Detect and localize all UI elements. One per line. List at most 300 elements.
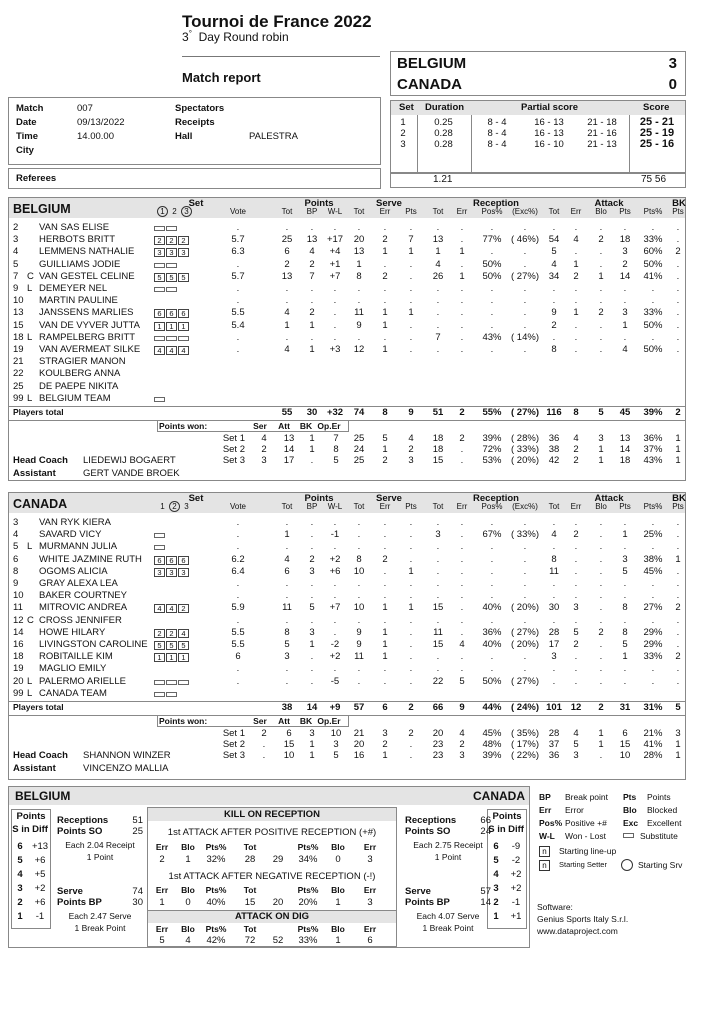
canada-stat-bp: . [310, 578, 314, 589]
canada-won-at: 28 [548, 728, 560, 739]
belgium-stat-ae: 1 [573, 258, 579, 270]
canada-stat-bk: . [676, 663, 680, 675]
belgium-stat-ae: . [574, 344, 578, 355]
belgium-player-no: 21 [13, 356, 24, 368]
set-position-box: 2 [166, 629, 177, 638]
canada-stat-t: . [285, 578, 289, 589]
belgium-stat-sp: . [409, 258, 413, 270]
belgium-stat-bp: 13 [306, 234, 318, 246]
belgium-stat-rexc: . [523, 295, 527, 307]
belgium-stat-t: . [285, 222, 289, 233]
col-sp-header: Pts [405, 502, 417, 511]
canada-stat-st: 8 [356, 553, 362, 565]
belgium-stat-bp: 1 [309, 344, 315, 355]
canada-player-sets [154, 603, 190, 614]
belgium-stat-ab: . [599, 344, 603, 355]
canada-stat-rexc: . [523, 517, 527, 528]
belgium-total-se: 8 [382, 407, 388, 418]
home-rot-diff: +13 [31, 841, 49, 852]
set-position-box: 4 [154, 346, 165, 355]
set-position-box: 4 [178, 629, 189, 638]
canada-stat-st: . [357, 529, 361, 541]
belgium-stat-wl: +1 [329, 258, 341, 270]
canada-stat-bk: 1 [675, 553, 681, 565]
canada-stat-at: . [552, 517, 556, 528]
neg-col-header: Pts% [205, 885, 227, 895]
canada-stat-se: . [383, 517, 387, 528]
belgium-won-rpos: 72% [482, 444, 502, 455]
canada-stat-rpos: . [490, 517, 494, 528]
belgium-total-sp: 9 [408, 407, 414, 418]
canada-stats-box [8, 492, 686, 780]
canada-stat-bp: . [310, 529, 314, 541]
belgium-stat-bp: . [310, 295, 314, 307]
belgium-total-t: 55 [281, 407, 293, 418]
col-v-header: Vote [229, 502, 246, 511]
substitute-icon [154, 533, 165, 538]
home-rot-s: 4 [17, 869, 23, 880]
canada-stat-ap: . [623, 675, 627, 687]
belgium-player-sets [154, 235, 190, 246]
canada-stat-ap: 8 [622, 602, 628, 614]
set-score: 25 - 21 [639, 116, 675, 128]
canada-assistant-label: Assistant [13, 763, 56, 774]
canada-stat-bk: . [676, 565, 680, 577]
canada-stat-wl: -5 [330, 675, 340, 687]
away-team-name: CANADA [397, 76, 462, 93]
canada-won-set: Set 2 [222, 739, 245, 750]
belgium-stat-apct: . [651, 331, 655, 343]
canada-stat-ab: . [599, 614, 603, 626]
canada-stat-bk: . [676, 517, 680, 528]
belgium-stat-ap: 4 [622, 344, 628, 355]
canada-won-se: 2 [382, 739, 388, 750]
belgium-stat-st: . [357, 331, 361, 343]
set-position-box: 1 [154, 322, 165, 331]
belgium-won-set: Set 3 [222, 455, 245, 466]
canada-stat-rt: . [436, 663, 440, 675]
belgium-stat-st: 9 [356, 319, 362, 331]
canada-stat-bk: . [676, 626, 680, 638]
belgium-total-bk: 2 [675, 407, 681, 418]
canada-stat-t: . [285, 614, 289, 626]
belgium-won-rpos: 53% [482, 455, 502, 466]
canada-won-at: 36 [548, 750, 560, 761]
belgium-stat-bk: . [676, 319, 680, 331]
belgium-player-no: 15 [13, 319, 24, 331]
canada-total-ab: 2 [598, 702, 604, 713]
match-report-label: Match report [182, 70, 261, 85]
belgium-stat-v: 6.3 [231, 246, 245, 258]
belgium-stat-at: 8 [551, 344, 557, 355]
substitute-icon [178, 336, 189, 341]
canada-stat-ap: 3 [622, 553, 628, 565]
away_rec-each1: Each 2.75 Receipt [413, 840, 483, 850]
belgium-stat-sp: . [409, 331, 413, 343]
pos-value: 1 [185, 854, 191, 865]
referees-box [8, 168, 381, 189]
away-diff-label: Diff [508, 824, 524, 835]
belgium-stat-bp: 2 [309, 258, 315, 270]
belgium-stat-t: 4 [284, 307, 290, 319]
canada-won-apct: 28% [643, 750, 663, 761]
bk-col-header: BK [672, 198, 686, 209]
canada-player-name: GRAY ALEXA LEA [39, 578, 118, 589]
substitute-icon [154, 680, 165, 685]
canada-stat-bk: . [676, 541, 680, 553]
belgium-stat-se: 1 [382, 319, 388, 331]
canada-stat-wl: +7 [329, 602, 341, 614]
belgium-stat-se: 2 [382, 270, 388, 282]
belgium-stat-bk: . [676, 331, 680, 343]
belgium-stat-rt: . [436, 319, 440, 331]
canada-player-sets [154, 652, 190, 663]
canada-stat-rt: 15 [432, 639, 444, 650]
canada-stat-ae: 2 [573, 529, 579, 541]
belgium-won-ab: 3 [598, 433, 604, 444]
canada-stat-wl: . [333, 614, 337, 626]
points-col-header: Points [304, 198, 334, 209]
set-position-box: 6 [178, 309, 189, 318]
canada-stat-sp: . [409, 529, 413, 541]
canada-stat-bp: 3 [309, 565, 315, 577]
canada-stat-at: 8 [551, 553, 557, 565]
legend-abbr: W-L [539, 831, 555, 841]
canada-stat-ab: . [599, 675, 603, 687]
canada-stat-bk: 2 [675, 602, 681, 614]
canada-stat-at: . [552, 541, 556, 553]
canada-stat-sp: . [409, 675, 413, 687]
belgium-player-name: STRAGIER MANON [39, 356, 126, 368]
dig-value: 42% [206, 935, 226, 946]
canada-stat-sp: . [409, 517, 413, 528]
canada-stat-rt: . [436, 553, 440, 565]
belgium-stat-apct: 33% [643, 234, 663, 246]
canada-won-ap: 10 [619, 750, 631, 761]
belgium-stat-ae: . [574, 222, 578, 233]
belgium-stat-ap: . [623, 283, 627, 294]
belgium-stat-sp: . [409, 319, 413, 331]
canada-won-ap: 6 [622, 728, 628, 739]
starting-setter-icon: n [539, 860, 550, 871]
belgium-stat-rt: . [436, 222, 440, 233]
canada-stat-bp: . [310, 663, 314, 675]
canada-stat-wl: . [333, 578, 337, 589]
belgium-stat-wl: . [333, 222, 337, 233]
set-position-box: 1 [178, 653, 189, 662]
canada-stat-rpos: 50% [482, 675, 502, 687]
belgium-player-sets [154, 223, 178, 234]
canada-won-rexc: ( 35%) [511, 728, 539, 739]
belgium-stat-rpos: 50% [482, 258, 502, 270]
canada-player-name: SAVARD VICY [39, 529, 102, 541]
belgium-stat-apct: . [651, 283, 655, 294]
canada-stat-sp: . [409, 590, 413, 602]
belgium-stat-sp: 7 [408, 234, 414, 246]
belgium-player-sets [154, 345, 190, 356]
set-position-box: 2 [166, 236, 177, 245]
belgium-player-sets [154, 284, 178, 295]
match-time: 14.00.00 [77, 131, 114, 142]
col-at-header: Tot [548, 207, 560, 216]
belgium-stat-rpos: 50% [482, 270, 502, 282]
canada-stat-re: . [460, 626, 464, 638]
canada-stat-apct: . [651, 675, 655, 687]
canada-stat-at: . [552, 614, 556, 626]
canada-stat-re: . [460, 614, 464, 626]
belgium-won-st: 25 [353, 455, 365, 466]
belgium-stat-bk: . [676, 270, 680, 282]
hall-label: Hall [175, 131, 193, 142]
match-label: Match [16, 103, 44, 114]
canada-stat-st: 11 [354, 651, 364, 663]
canada-stat-se: 1 [382, 626, 388, 638]
belgium-stat-rexc: . [523, 344, 527, 355]
belgium-stat-v: 5.4 [231, 319, 245, 331]
legend-abbr: Pos% [539, 818, 563, 828]
belgium-stat-rt: 26 [432, 270, 444, 282]
belgium-stat-v: 5.7 [231, 270, 245, 282]
summary-box [8, 786, 530, 948]
belgium-stat-ab: . [599, 222, 603, 233]
legend-substitute: Substitute [640, 831, 678, 841]
belgium-stat-re: 1 [459, 246, 465, 258]
belgium-stat-re: . [460, 283, 464, 294]
belgium-stat-sp: . [409, 222, 413, 233]
canada-stat-sp: . [409, 578, 413, 589]
belgium-stat-se: . [383, 331, 387, 343]
belgium-player-name: DE PAEPE NIKITA [39, 380, 119, 392]
canada-won-at: 37 [548, 739, 560, 750]
belgium-player-role: L [27, 331, 33, 343]
canada-won-ab: . [599, 750, 603, 761]
col-st-header: Tot [353, 207, 365, 216]
belgium-won-apct: 36% [643, 433, 663, 444]
belgium-won-st: 25 [353, 433, 365, 444]
canada-stat-st: . [357, 614, 361, 626]
canada-team-title: CANADA [13, 497, 68, 511]
pos-value: 32% [206, 854, 226, 865]
belgium-won-bk: 1 [675, 444, 681, 455]
away_rec-each3: Each 4.07 Serve [416, 911, 480, 921]
canada-player-name: MAGLIO EMILY [39, 663, 107, 675]
belgium-stat-v: . [236, 344, 240, 355]
belgium-player-no: 99 [13, 392, 24, 404]
canada-stat-rt: . [436, 590, 440, 602]
belgium-stat-v: 5.5 [231, 307, 245, 319]
belgium-total-ap: 45 [619, 407, 631, 418]
belgium-stat-ab: 2 [598, 234, 604, 246]
canada-stat-v: 6.4 [231, 565, 245, 577]
canada-stat-st: . [357, 541, 361, 553]
legend-abbr: BP [539, 792, 551, 802]
belgium-won-rexc: ( 28%) [511, 433, 539, 444]
canada-stat-at: . [552, 578, 556, 589]
canada-player-name: CANADA TEAM [39, 687, 107, 699]
canada-stat-v: 5.5 [231, 626, 245, 638]
belgium-stat-rpos: . [490, 222, 494, 233]
col-rt-header: Tot [432, 207, 444, 216]
col-ap-header: Pts [619, 207, 631, 216]
canada-stat-ae: . [574, 578, 578, 589]
dig-value: 52 [272, 935, 284, 946]
canada-total-at: 101 [546, 702, 562, 713]
canada-player-role: L [27, 675, 33, 687]
substitute-icon [166, 680, 177, 685]
canada-stat-ab: . [599, 578, 603, 589]
belgium-stat-ab: 2 [598, 307, 604, 319]
won-bk2-header: BK [299, 716, 313, 726]
belgium-stats-box [8, 197, 686, 481]
pos-value: 29 [272, 854, 284, 865]
belgium-stat-sp: 1 [408, 246, 414, 258]
set-mark-1: 1 [157, 206, 168, 217]
belgium-won-re: 2 [459, 433, 465, 444]
belgium-player-sets [154, 308, 190, 319]
canada-stat-t: . [285, 517, 289, 528]
set-position-box: 5 [178, 641, 189, 650]
neg-col-header: Tot [243, 885, 257, 895]
belgium-stat-rexc: . [523, 258, 527, 270]
canada-stat-rexc: ( 33%) [511, 529, 539, 541]
canada-stat-t: . [285, 663, 289, 675]
belgium-stat-rexc: ( 46%) [511, 234, 539, 246]
col-rpos-header: Pos% [481, 207, 503, 216]
canada-stat-apct: . [651, 590, 655, 602]
home-sin-label: S in [12, 824, 30, 835]
canada-stat-sp: . [409, 639, 413, 650]
belgium-stat-ae: 1 [573, 307, 579, 319]
canada-stat-se: 1 [382, 651, 388, 663]
belgium-won-re: . [460, 455, 464, 466]
away-sets: 0 [668, 76, 677, 93]
canada-stat-v: . [236, 529, 240, 541]
belgium-stat-ae: . [574, 319, 578, 331]
dig-col-header: Pts% [297, 924, 319, 934]
canada-won-ser: . [262, 739, 266, 750]
set-dur: 0.28 [434, 139, 453, 150]
away-rot-diff: +2 [510, 869, 522, 880]
belgium-player-sets [154, 333, 190, 344]
canada-stat-rpos: . [490, 590, 494, 602]
legend-abbr: Blo [623, 805, 637, 815]
pos-col-header: Tot [243, 842, 257, 852]
substitute-icon [623, 833, 634, 838]
legend-desc: Won - Lost [565, 831, 606, 841]
belgium-stat-bk: . [676, 222, 680, 233]
belgium-player-name: VAN GESTEL CELINE [39, 270, 135, 282]
substitute-icon [166, 226, 177, 231]
belgium-stat-rpos: . [490, 246, 494, 258]
belgium-stat-ab: . [599, 258, 603, 270]
belgium-stat-bp: 4 [309, 246, 315, 258]
belgium-stat-rexc: . [523, 307, 527, 319]
canada-stat-bk: . [676, 590, 680, 602]
dig-value: 1 [335, 935, 341, 946]
canada-stat-bp: . [310, 675, 314, 687]
canada-stat-v: 5.5 [231, 639, 245, 650]
belgium-stat-bp: 1 [309, 319, 315, 331]
belgium-total-st: 74 [353, 407, 365, 418]
belgium-stat-at: . [552, 222, 556, 233]
set-dur: 0.25 [434, 117, 453, 128]
col-ap-header: Pts [619, 502, 631, 511]
belgium-stat-bk: . [676, 283, 680, 294]
canada-stat-v: . [236, 517, 240, 528]
belgium-won-ap: 13 [619, 433, 631, 444]
canada-stat-sp: . [409, 614, 413, 626]
canada-stat-re: . [460, 663, 464, 675]
canada-stat-at: . [552, 590, 556, 602]
canada-stat-rt: . [436, 541, 440, 553]
canada-won-att: 15 [283, 739, 295, 750]
belgium-players-total-label: Players total [13, 407, 64, 417]
belgium-stat-rpos: . [490, 283, 494, 294]
dig-value: 33% [298, 935, 318, 946]
canada-player-no: 12 [13, 614, 24, 626]
belgium-won-ab: 1 [598, 455, 604, 466]
canada-stat-apct: 29% [643, 626, 663, 638]
canada-stat-rexc: ( 20%) [511, 602, 539, 614]
canada-stat-re: . [460, 578, 464, 589]
home-rot-diff: +2 [34, 883, 46, 894]
canada-total-sp: 2 [408, 702, 414, 713]
reception-col-header: Reception [473, 493, 519, 504]
set-position-box: 4 [178, 346, 189, 355]
pos-value: 2 [159, 854, 165, 865]
set-col-header: Set [188, 198, 204, 209]
substitute-icon [154, 545, 165, 550]
belgium-stat-st: 11 [354, 307, 364, 319]
away_rec-pbp: 14 [480, 897, 491, 908]
belgium-stat-se: 1 [382, 344, 388, 355]
belgium-won-ae: 2 [573, 455, 579, 466]
belgium-stat-bk: . [676, 295, 680, 307]
col-t-header: Tot [281, 207, 293, 216]
canada-stat-ab: . [599, 602, 603, 614]
set-position-box: 6 [154, 556, 165, 565]
canada-stat-se: . [383, 541, 387, 553]
canada-stat-bp: . [310, 517, 314, 528]
belgium-stat-apct: . [651, 295, 655, 307]
canada-player-no: 10 [13, 590, 24, 602]
canada-stat-apct: 29% [643, 639, 663, 650]
canada-player-no: 5 [13, 541, 19, 553]
canada-stat-ae: . [574, 614, 578, 626]
belgium-team-title: BELGIUM [13, 202, 71, 216]
home-points-label: Points [16, 811, 46, 822]
canada-won-bk: 1 [675, 739, 681, 750]
belgium-player-name: JANSSENS MARLIES [39, 307, 134, 319]
canada-won-set: Set 1 [222, 728, 245, 739]
belgium-stat-rpos: 43% [482, 331, 502, 343]
belgium-stat-bk: . [676, 258, 680, 270]
belgium-stat-at: 2 [551, 319, 557, 331]
belgium-stat-t: . [285, 295, 289, 307]
canada-stat-sp: . [409, 663, 413, 675]
canada-stat-se: 1 [382, 639, 388, 650]
canada-player-sets [154, 530, 166, 541]
canada-player-sets [154, 542, 166, 553]
canada-total-rexc: ( 24%) [511, 702, 539, 713]
summary-away: CANADA [473, 789, 525, 803]
dig-title: ATTACK ON DIG [234, 911, 310, 922]
canada-stat-t: . [285, 675, 289, 687]
belgium-player-no: 9 [13, 283, 19, 294]
match-number: 007 [77, 103, 93, 114]
belgium-stat-rt: 7 [435, 331, 441, 343]
belgium-player-name: KOULBERG ANNA [39, 368, 121, 380]
